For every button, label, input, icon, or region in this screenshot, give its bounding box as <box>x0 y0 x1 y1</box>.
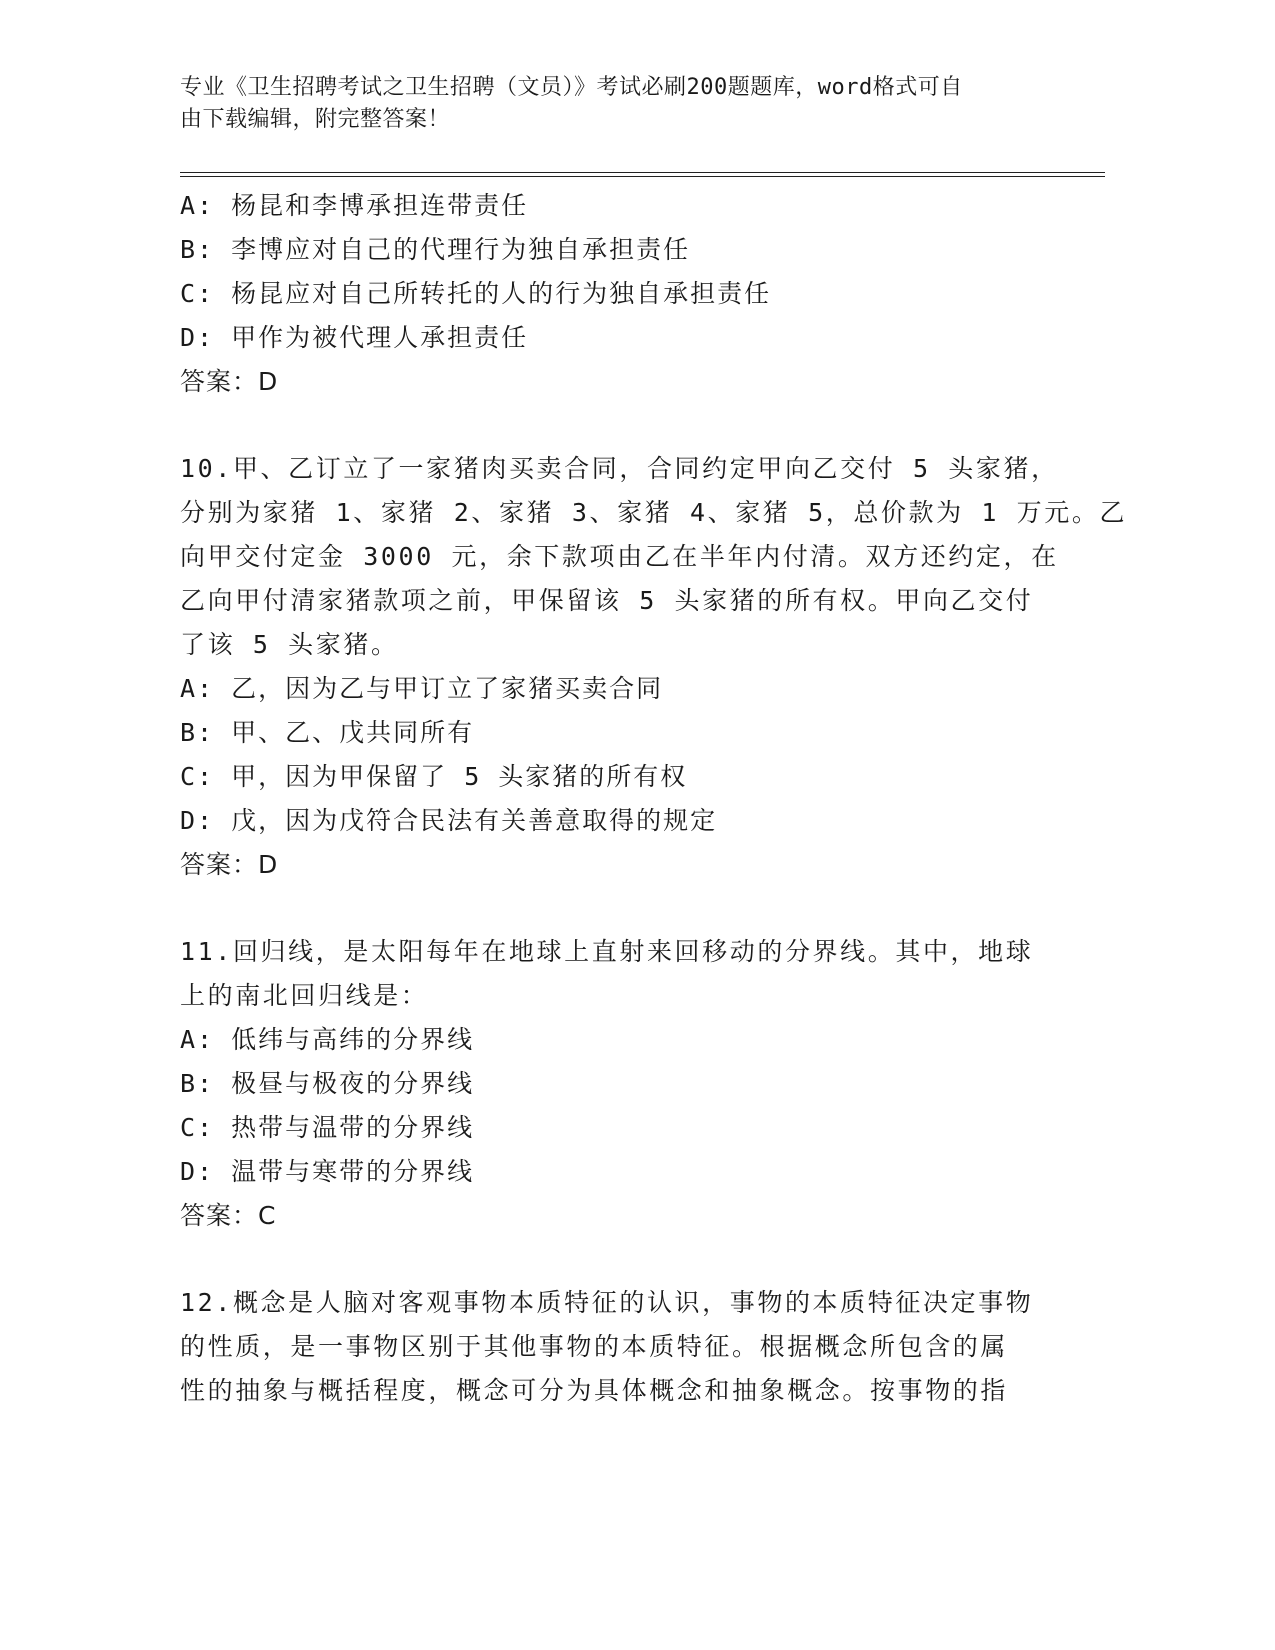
option-b: B: 李博应对自己的代理行为独自承担责任 <box>180 235 691 264</box>
option-c: C: 甲，因为甲保留了 5 头家猪的所有权 <box>180 762 688 791</box>
question-12 <box>180 1281 1050 1413</box>
question-stem-line: 11.回归线，是太阳每年在地球上直射来回移动的分界线。其中，地球 <box>180 937 1034 966</box>
option-c: C: 热带与温带的分界线 <box>180 1113 475 1142</box>
option-b: B: 极昼与极夜的分界线 <box>180 1069 475 1098</box>
question-10 <box>180 447 1128 887</box>
page-header <box>180 72 1060 136</box>
question-stem-line: 的性质，是一事物区别于其他事物的本质特征。根据概念所包含的属 <box>180 1332 1009 1361</box>
option-b: B: 甲、乙、戊共同所有 <box>180 718 475 747</box>
option-c: C: 杨昆应对自己所转托的人的行为独自承担责任 <box>180 279 772 308</box>
question-stem-line: 12.概念是人脑对客观事物本质特征的认识，事物的本质特征决定事物 <box>180 1288 1034 1317</box>
question-stem-line: 上的南北回归线是： <box>180 981 429 1010</box>
spacer <box>180 404 1050 447</box>
question-stem-line: 分别为家猪 1、家猪 2、家猪 3、家猪 4、家猪 5，总价款为 1 万元。乙 <box>180 498 1128 527</box>
option-a: A: 杨昆和李博承担连带责任 <box>180 191 529 220</box>
header-divider <box>180 172 1105 177</box>
question-list <box>180 184 1128 1413</box>
option-d: D: 戊，因为戊符合民法有关善意取得的规定 <box>180 806 718 835</box>
option-a: A: 乙，因为乙与甲订立了家猪买卖合同 <box>180 674 664 703</box>
answer: 答案：D <box>180 850 279 879</box>
spacer <box>180 887 1050 930</box>
header-line-2: 由下载编辑，附完整答案！ <box>180 107 451 132</box>
question-stem-line: 了该 5 头家猪。 <box>180 630 399 659</box>
option-a: A: 低纬与高纬的分界线 <box>180 1025 475 1054</box>
option-d: D: 甲作为被代理人承担责任 <box>180 323 529 352</box>
header-line-1: 专业《卫生招聘考试之卫生招聘（文员）》考试必刷200题题库，word格式可自 <box>180 75 963 100</box>
question-stem-line: 性的抽象与概括程度，概念可分为具体概念和抽象概念。按事物的指 <box>180 1376 1009 1405</box>
spacer <box>180 1238 1050 1281</box>
question-stem-line: 10.甲、乙订立了一家猪肉买卖合同，合同约定甲向乙交付 5 头家猪， <box>180 454 1059 483</box>
question-stem-line: 向甲交付定金 3000 元，余下款项由乙在半年内付清。双方还约定，在 <box>180 542 1059 571</box>
question-11 <box>180 930 1050 1238</box>
answer: 答案：C <box>180 1201 277 1230</box>
answer: 答案：D <box>180 367 279 396</box>
question-9 <box>180 184 1050 404</box>
question-stem-line: 乙向甲付清家猪款项之前，甲保留该 5 头家猪的所有权。甲向乙交付 <box>180 586 1034 615</box>
option-d: D: 温带与寒带的分界线 <box>180 1157 475 1186</box>
